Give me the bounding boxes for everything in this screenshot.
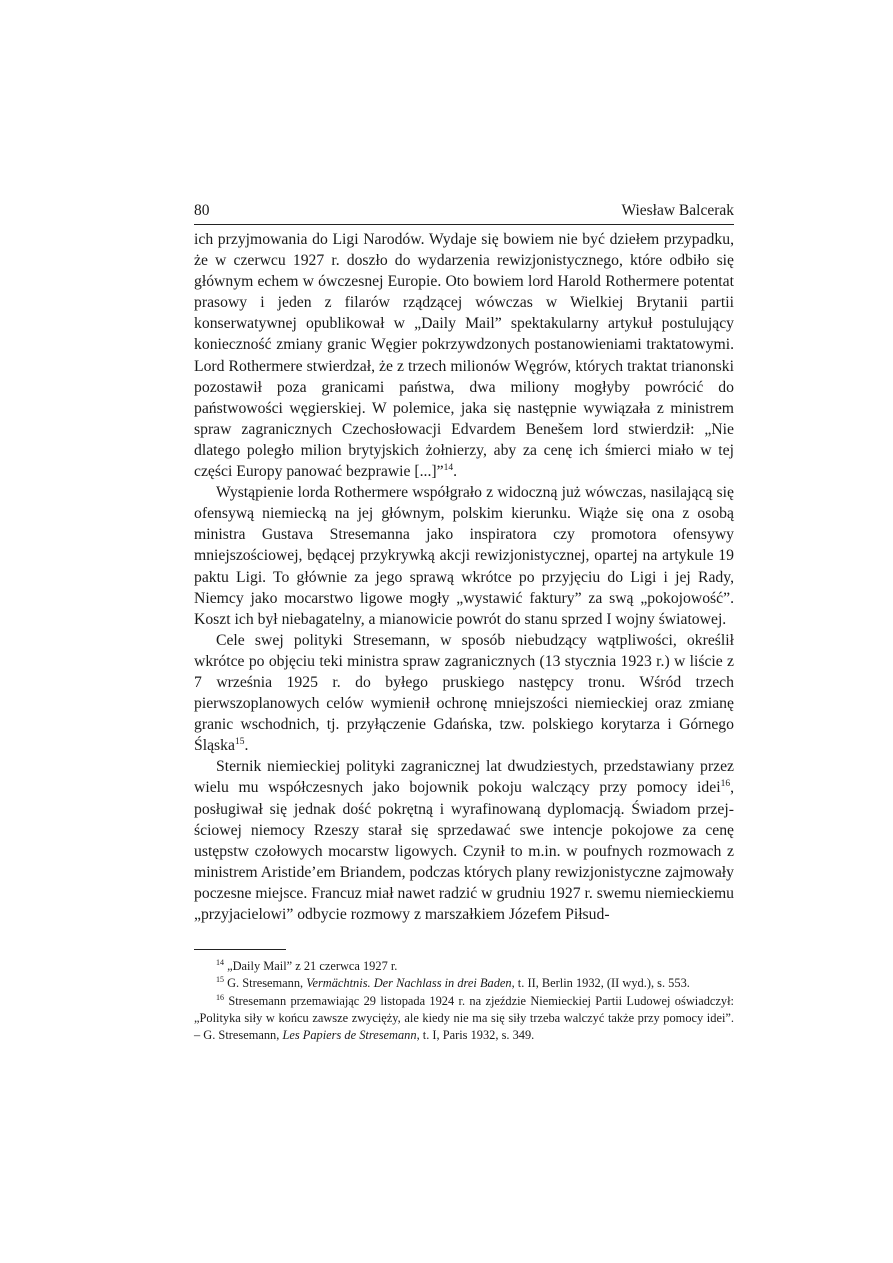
author-name: Wiesław Balcerak: [621, 202, 734, 219]
footnote-divider: [194, 949, 286, 950]
paragraph-2: Wystąpienie lorda Rothermere współgrało z widoczną już wówczas, nasilającą się ofensywą niemiecką na jej głównym, polskim kierunku. Wiąże się ona z osobą ministra Gustava Stresemanna jako inspiratora czy promotora ofensywy mniejszościowej, będącej przykrywką akcji rewizjonistycznej, opartej na artykule 19 paktu Ligi. To głównie za jego sprawą wkrótce po przyjęciu do Ligi i jej Rady, Niemcy jako mocarstwo ligowe mogły „wystawić faktury” za swą „pokojowość”. Koszt ich był niebagatelny, a mianowicie powrót do stanu sprzed I wojny światowej.: [194, 484, 734, 628]
footnote-ref-16: 16: [720, 779, 731, 790]
body-text: [194, 229, 734, 925]
footnote-ref-14: 14: [443, 462, 454, 473]
footnote-15: $^{15}$ G. Stresemann, Vermächtnis. Der Nachlass in drei Baden, t. II, Berlin 1932, (II wyd.), s. 553.: [216, 975, 690, 991]
running-header: [194, 200, 734, 225]
paragraph-3: Cele swej polityki Stresemann, w sposób niebudzący wątpliwości, określił wkrótce po objęciu teki ministra spraw zagranicznych (13 stycznia 1923 r.) w liście z 7 września 1925 r. do byłego pruskiego następcy tronu. Wśród trzech pierwszoplanowych celów wymienił ochronę mniejszości niemieckiej oraz zmianę granic wschodnich, tj. przyłączenie Gdańska, tzw. polskiego korytarza i Górnego Śląska$^{15}$.: [194, 631, 734, 755]
footnote-16: $^{16}$ Stresemann przemawiając 29 listopada 1924 r. na zjeździe Niemieckiej Partii Ludowej oświadczył: „Polityka siły w końcu zawsze zwycięży, ale kiedy nie ma się siły trzeba walczyć także przy pomocy idei”. – G. Stresemann, Les Papiers de Stresemann, t. I, Paris 1932, s. 349.: [194, 992, 734, 1042]
footnotes: [194, 958, 734, 1044]
footnote-14: $^{14}$ „Daily Mail” z 21 czerwca 1927 r.: [216, 957, 398, 974]
book-title: Vermächtnis. Der Nachlass in drei Baden: [306, 976, 512, 991]
footnote-ref-15: 15: [234, 737, 245, 748]
page-number: 80: [194, 202, 210, 219]
paragraph-1: ich przyjmowania do Ligi Narodów. Wydaje się bowiem nie być dziełem przypadku, że w czerwcu 1927 r. doszło do wydarzenia rewizjonistycznego, które odbiło się głównym echem w ówczesnej Europie. Oto bowiem lord Harold Rothermere potentat prasowy i jeden z filarów rządzącej wówczas w Wielkiej Brytanii partii konserwatywnej opublikował w „Daily Mail” spektakularny artykuł postulujący konieczność zmiany granic Węgier pokrzywdzonych postanowieniami traktatowymi. Lord Rothermere stwierdzał, że z trzech milionów Węgrów, których traktat trianonski pozostawił poza granicami państwa, dwa miliony mogłyby powrócić do państwowości węgierskiej. W polemice, jaka się następnie wywiązała z ministrem spraw zagranicznych Czechosłowacji Edvardem Benešem lord stwierdził: „Nie dlatego poległo milion brytyjskich żołnierzy, aby za cenę ich śmierci miało w tej części Europy panować bezprawie [...]”$^{14}$.: [194, 231, 734, 481]
paragraph-4: Sternik niemieckiej polityki zagranicznej lat dwudziestych, przedstawiany przez wielu mu współczesnych jako bojownik pokoju walczący przy pomocy idei$^{16}$, posługiwał się jednak dość pokrętną i wyrafinowaną dyplomacją. Świadom przejściowej niemocy Rzeszy starał się sprzedawać swe intencje pokojowe za cenę ustępstw czołowych mocarstw ligowych. Czynił to m.in. w poufnych rozmowach z ministrem Aristide’em Briandem, podczas których plany rewizjonistyczne zajmowały poczesne miejsce. Francuz miał nawet radzić w grudniu 1927 r. swemu niemieckiemu „przyjacielowi” odbycie rozmowy z marszałkiem Józefem Piłsud-: [194, 758, 734, 923]
book-page: [194, 200, 734, 1044]
book-title: Les Papiers de Stresemann: [282, 1027, 417, 1042]
